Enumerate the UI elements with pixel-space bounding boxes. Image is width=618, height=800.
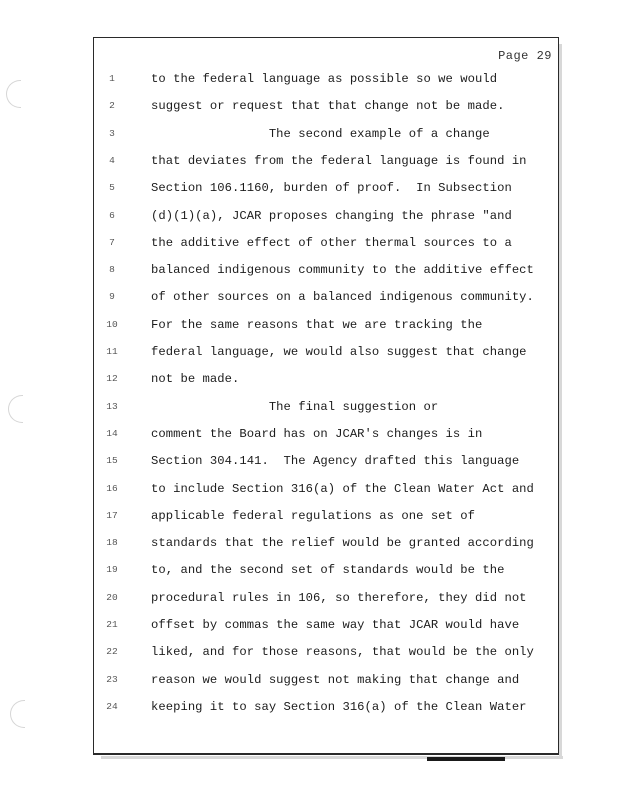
line-number: 13 bbox=[106, 401, 118, 412]
transcript-line: that deviates from the federal language is found in bbox=[151, 154, 527, 168]
line-number: 12 bbox=[106, 373, 118, 384]
line-number: 16 bbox=[106, 483, 118, 494]
line-number: 9 bbox=[109, 291, 115, 302]
transcript-line: The final suggestion or bbox=[151, 400, 439, 414]
line-number: 5 bbox=[109, 182, 115, 193]
scan-artifact bbox=[6, 80, 21, 108]
scan-artifact bbox=[10, 700, 25, 728]
line-number: 21 bbox=[106, 619, 118, 630]
line-number: 19 bbox=[106, 564, 118, 575]
transcript-line: Section 304.141. The Agency drafted this language bbox=[151, 454, 520, 468]
bottom-bar bbox=[427, 757, 505, 761]
page-number: Page 29 bbox=[498, 49, 552, 63]
transcript-line: to the federal language as possible so we would bbox=[151, 72, 498, 86]
line-number: 8 bbox=[109, 264, 115, 275]
transcript-line: suggest or request that that change not be made. bbox=[151, 99, 505, 113]
transcript-line: applicable federal regulations as one set of bbox=[151, 509, 476, 523]
transcript-line: to, and the second set of standards would be the bbox=[151, 563, 505, 577]
transcript-line: comment the Board has on JCAR's changes is in bbox=[151, 427, 483, 441]
transcript-line: standards that the relief would be granted according bbox=[151, 536, 534, 550]
transcript-line: the additive effect of other thermal sources to a bbox=[151, 236, 512, 250]
transcript-line: offset by commas the same way that JCAR would have bbox=[151, 618, 520, 632]
line-number: 15 bbox=[106, 455, 118, 466]
line-number: 18 bbox=[106, 537, 118, 548]
line-number: 1 bbox=[109, 73, 115, 84]
line-number: 22 bbox=[106, 646, 118, 657]
transcript-line: not be made. bbox=[151, 372, 240, 386]
line-number: 11 bbox=[106, 346, 118, 357]
transcript-line: reason we would suggest not making that change and bbox=[151, 673, 520, 687]
transcript-line: to include Section 316(a) of the Clean Water Act and bbox=[151, 482, 534, 496]
line-number: 2 bbox=[109, 100, 115, 111]
line-number: 4 bbox=[109, 155, 115, 166]
line-number: 6 bbox=[109, 210, 115, 221]
transcript-line: The second example of a change bbox=[151, 127, 490, 141]
transcript-line: keeping it to say Section 316(a) of the Clean Water bbox=[151, 700, 527, 714]
transcript-line: (d)(1)(a), JCAR proposes changing the phrase "and bbox=[151, 209, 512, 223]
line-number: 20 bbox=[106, 592, 118, 603]
transcript-line: liked, and for those reasons, that would be the only bbox=[151, 645, 534, 659]
transcript-line: federal language, we would also suggest that change bbox=[151, 345, 527, 359]
line-number: 17 bbox=[106, 510, 118, 521]
line-number: 3 bbox=[109, 128, 115, 139]
line-number: 23 bbox=[106, 674, 118, 685]
transcript-line: Section 106.1160, burden of proof. In Subsection bbox=[151, 181, 512, 195]
transcript-line: balanced indigenous community to the additive effect bbox=[151, 263, 534, 277]
transcript-line: procedural rules in 106, so therefore, they did not bbox=[151, 591, 527, 605]
line-number: 14 bbox=[106, 428, 118, 439]
line-number: 7 bbox=[109, 237, 115, 248]
scan-artifact bbox=[8, 395, 23, 423]
frame-shadow bbox=[559, 44, 562, 758]
transcript-line: of other sources on a balanced indigenous community. bbox=[151, 290, 534, 304]
line-number: 10 bbox=[106, 319, 118, 330]
line-number: 24 bbox=[106, 701, 118, 712]
transcript-line: For the same reasons that we are tracking the bbox=[151, 318, 483, 332]
